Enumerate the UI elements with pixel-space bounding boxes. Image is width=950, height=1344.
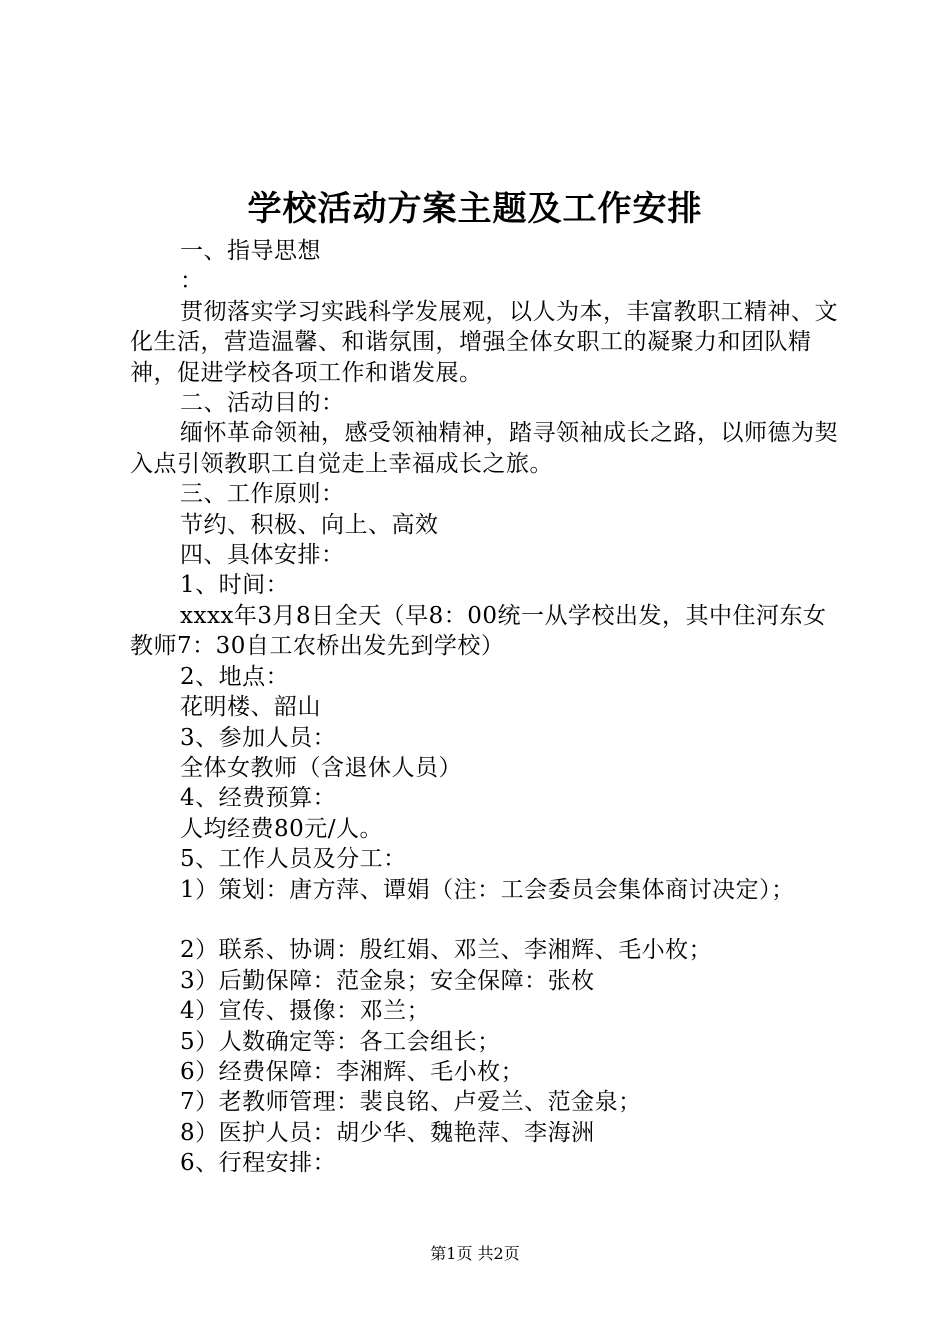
section-heading-purpose: 二、活动目的： <box>180 390 345 417</box>
document-body <box>130 236 840 1179</box>
heading-colon: ： <box>180 268 204 295</box>
participants-heading: 3、参加人员： <box>180 724 337 751</box>
principles-paragraph: 节约、积极、向上、高效 <box>180 511 439 538</box>
participants-paragraph: 全体女教师（含退休人员） <box>180 754 462 781</box>
guiding-ideology-paragraph: 贯彻落实学习实践科学发展观，以人为本，丰富教职工精神、文化生活，营造温馨、和谐氛围，增强全体女职工的凝聚力和团队精神，促进学校各项工作和谐发展。 <box>130 298 838 386</box>
staff-item: 8）医护人员：胡少华、魏艳萍、李海洲 <box>180 1119 595 1146</box>
staff-heading: 5、工作人员及分工： <box>180 846 407 873</box>
document-title: 学校活动方案主题及工作安排 <box>247 189 703 229</box>
time-heading: 1、时间： <box>180 572 290 599</box>
budget-heading: 4、经费预算： <box>180 785 337 812</box>
section-heading-guiding-ideology: 一、指导思想 <box>180 238 321 264</box>
page-number-footer: 第1页 共2页 <box>430 1244 520 1263</box>
blank-line <box>130 905 840 935</box>
time-paragraph: xxxx年3月8日全天（早8：00统一从学校出发，其中住河东女教师7：30自工农桥出发先到学校） <box>130 602 827 660</box>
staff-item: 2）联系、协调：殷红娟、邓兰、李湘辉、毛小枚； <box>180 937 713 964</box>
staff-item: 4）宣传、摄像：邓兰； <box>180 998 431 1025</box>
staff-item: 6）经费保障：李湘辉、毛小枚； <box>180 1058 525 1085</box>
staff-item: 5）人数确定等：各工会组长； <box>180 1028 501 1055</box>
purpose-paragraph: 缅怀革命领袖，感受领袖精神，踏寻领袖成长之路，以师德为契入点引领教职工自觉走上幸福成长之旅。 <box>130 420 838 477</box>
place-paragraph: 花明楼、韶山 <box>180 694 321 721</box>
budget-paragraph: 人均经费80元/人。 <box>180 815 384 842</box>
section-heading-principles: 三、工作原则： <box>180 481 345 508</box>
schedule-heading: 6、行程安排： <box>180 1150 337 1177</box>
section-heading-arrangements: 四、具体安排： <box>180 542 345 569</box>
staff-item: 1）策划：唐方萍、谭娟（注：工会委员会集体商讨决定）； <box>180 876 795 903</box>
staff-item: 3）后勤保障：范金泉；安全保障：张枚 <box>180 967 595 994</box>
place-heading: 2、地点： <box>180 663 290 690</box>
staff-item: 7）老教师管理：裴良铭、卢爱兰、范金泉； <box>180 1089 642 1116</box>
